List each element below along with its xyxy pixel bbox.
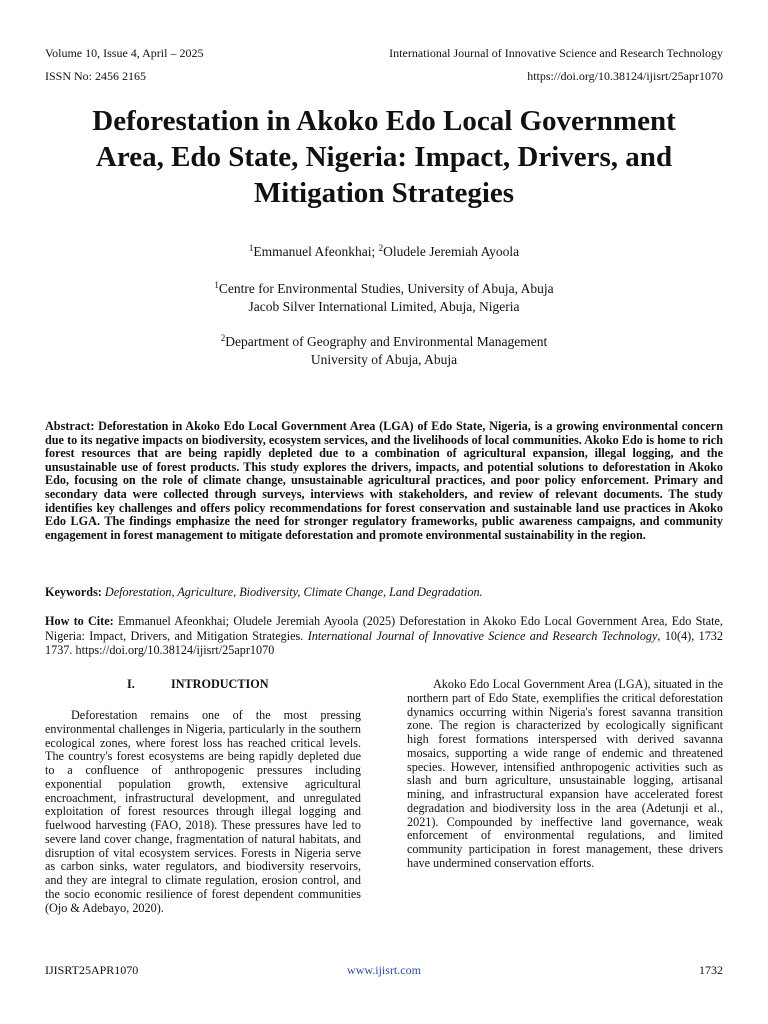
title-line: Deforestation in Akoko Edo Local Government — [92, 105, 676, 137]
volume-info: Volume 10, Issue 4, April – 2025 — [45, 46, 204, 60]
keywords-text: Deforestation, Agriculture, Biodiversity, Climate Change, Land Degradation. — [104, 585, 483, 599]
affiliation-1: $^1$Centre for Environmental Studies, University of Abuja, Abuja — [214, 280, 554, 296]
citation-journal: International Journal of Innovative Science and Research Technology — [307, 628, 658, 643]
paragraph: Deforestation remains one of the most pressing environmental challenges in Nigeria, particularly in the southern ecological zones, where forest loss has reached critical levels. The country's forest ecosystems are being rapidly depleted due to a confluence of anthropogenic pressures including exponential population growth, extensive agricultural encroachment, infrastructural development, and unregulated exploitation of forest resources through illegal logging and fuelwood harvesting (FAO, 2018). These pressures have led to severe land cover change, fragmentation of natural habitats, and disruption of vital ecosystem services. Forests in Nigeria serve as carbon sinks, water regulators, and biodiversity reservoirs, and they are integral to climate regulation, erosion control, and the socio economic resilience of forest dependent communities (Ojo & Adebayo, 2020). — [45, 708, 361, 915]
journal-name: International Journal of Innovative Science and Research Technology — [389, 46, 723, 60]
affiliation-2: $^2$Department of Geography and Environmental Management — [220, 333, 548, 349]
keywords — [45, 585, 723, 599]
paragraph: Akoko Edo Local Government Area (LGA), situated in the northern part of Edo State, exemplifies the critical deforestation dynamics occurring within Nigeria's forest savanna transition zone. The region is characterized by ecologically significant high forest formations interspersed with derived savanna mosaics, supporting a wide range of endemic and threatened species. However, intensified anthropogenic activities such as slash and burn agriculture, unsustainable logging, artisanal mining, and infrastructural expansion have accelerated forest degradation and biodiversity loss in the area (Adetunji et al., 2021). Compounded by ineffective land governance, weak enforcement of environmental regulations, and limited community participation in forest management, these drivers have undermined conservation efforts. — [407, 677, 723, 870]
citation: How to Cite: Emmanuel Afeonkhai; Oludele Jeremiah Ayoola (2025) Deforestation in Akoko Edo Local Government Area, Edo State, Nigeria: Impact, Drivers, and Mitigation Strategies. International Journal of Innovative Science and Research Technology, 10(4), 1732 1737. https://doi.org/10.38124/ijisrt/25apr1070 — [45, 614, 723, 658]
section-title: INTRODUCTION — [171, 677, 269, 691]
abstract — [45, 420, 723, 542]
affiliation-1-line-2: Jacob Silver International Limited, Abuja, Nigeria — [248, 299, 520, 314]
section-number: I. — [127, 677, 135, 691]
footer-article-id: IJISRT25APR1070 — [45, 963, 139, 977]
section-heading — [45, 678, 361, 692]
right-column — [407, 678, 723, 871]
author-list: $^1$Emmanuel Afeonkhai; $^2$Oludele Jeremiah Ayoola — [248, 243, 520, 259]
page-number: 1732 — [699, 963, 723, 977]
left-column — [45, 678, 361, 915]
doi-link[interactable]: https://doi.org/10.38124/ijisrt/25apr1070 — [527, 69, 723, 83]
author-name: Emmanuel Afeonkhai; — [253, 244, 379, 259]
keywords-label: Keywords: — [45, 585, 105, 599]
citation-label: How to Cite: — [45, 614, 118, 628]
abstract-text: Deforestation in Akoko Edo Local Government Area (LGA) of Edo State, Nigeria, is a growing environmental concern due to its negative impacts on biodiversity, ecosystem services, and the livelihoods of local communities. Akoko Edo is home to rich forest resources that are being rapidly depleted due to a combination of agricultural expansion, illegal logging, and the unsustainable use of forest products. This study explores the drivers, impacts, and potential solutions to deforestation in Akoko Edo, focusing on the role of climate change, unsustainable agricultural practices, and poor policy enforcement. Primary and secondary data were collected through surveys, interviews with stakeholders, and review of relevant documents. The study identifies key challenges and offers policy recommendations for forest conservation and sustainable land use practices in Akoko Edo LGA. The findings emphasize the need for stronger regulatory frameworks, public awareness campaigns, and community engagement in forest management to mitigate deforestation and promote environmental sustainability in the region. — [45, 419, 723, 542]
author-name: Oludele Jeremiah Ayoola — [383, 244, 520, 259]
paper-title — [40, 103, 728, 211]
title-line: Area, Edo State, Nigeria: Impact, Drivers, and — [95, 141, 673, 173]
title-line: Mitigation Strategies — [253, 177, 515, 209]
issn: ISSN No: 2456 2165 — [45, 69, 147, 83]
affiliation-2-line-2: University of Abuja, Abuja — [310, 352, 458, 367]
abstract-label: Abstract: — [45, 419, 99, 433]
footer-website-link[interactable]: www.ijisrt.com — [347, 963, 421, 977]
